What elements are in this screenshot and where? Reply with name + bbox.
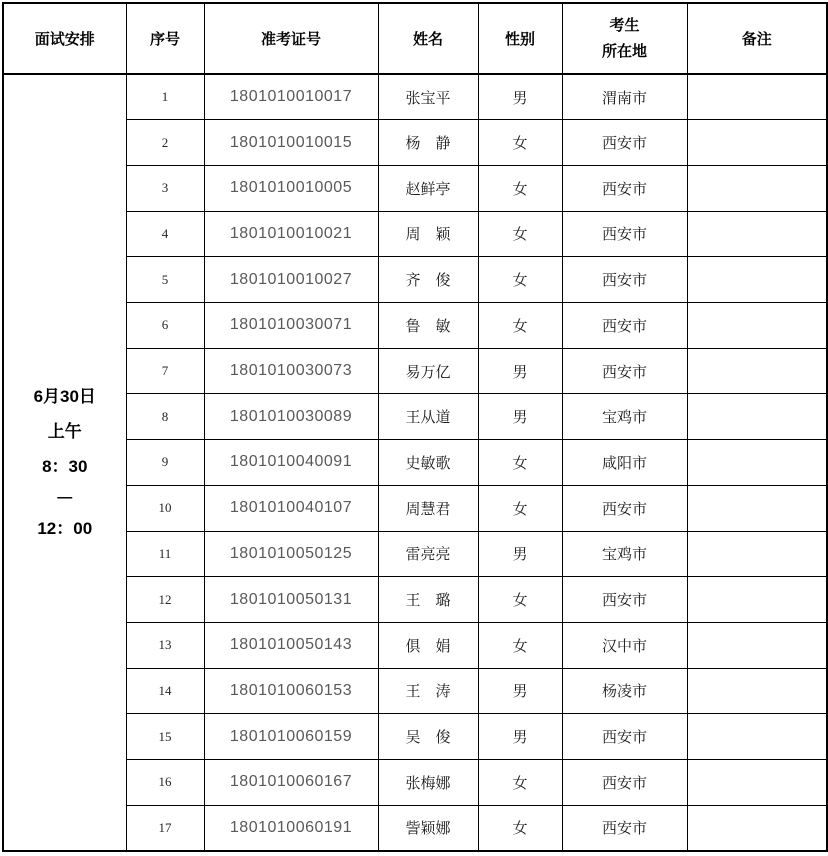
cell-no: 6 (126, 303, 204, 349)
cell-no: 8 (126, 394, 204, 440)
cell-name: 周 颖 (378, 211, 478, 257)
cell-gender: 女 (478, 805, 562, 851)
table-row (3, 760, 827, 806)
table-row (3, 303, 827, 349)
cell-gender: 男 (478, 394, 562, 440)
cell-city: 西安市 (562, 805, 687, 851)
cell-no: 13 (126, 622, 204, 668)
cell-city: 宝鸡市 (562, 531, 687, 577)
cell-no: 7 (126, 348, 204, 394)
cell-gender: 女 (478, 485, 562, 531)
cell-gender: 男 (478, 74, 562, 120)
header-location-line1: 考生 (609, 16, 640, 34)
cell-gender: 女 (478, 760, 562, 806)
table-row (3, 805, 827, 851)
cell-gender: 女 (478, 303, 562, 349)
cell-ticket: 1801010010005 (204, 165, 378, 211)
cell-remark (687, 348, 827, 394)
cell-no: 10 (126, 485, 204, 531)
cell-no: 16 (126, 760, 204, 806)
cell-city: 宝鸡市 (562, 394, 687, 440)
table-row (3, 74, 827, 120)
table-row (3, 348, 827, 394)
schedule-date: 6月30日 (33, 386, 96, 406)
cell-name: 张梅娜 (378, 760, 478, 806)
cell-gender: 女 (478, 622, 562, 668)
cell-city: 西安市 (562, 257, 687, 303)
table-row (3, 622, 827, 668)
cell-gender: 女 (478, 120, 562, 166)
table-row (3, 120, 827, 166)
header-location-line2: 所在地 (601, 42, 647, 60)
cell-no: 14 (126, 668, 204, 714)
header-ticket: 准考证号 (204, 3, 378, 74)
cell-name: 史敏歌 (378, 440, 478, 486)
cell-name: 俱 娟 (378, 622, 478, 668)
cell-name: 赵鲜亭 (378, 165, 478, 211)
cell-city: 西安市 (562, 120, 687, 166)
cell-no: 15 (126, 714, 204, 760)
cell-name: 王 涛 (378, 668, 478, 714)
cell-city: 西安市 (562, 760, 687, 806)
cell-name: 訾颖娜 (378, 805, 478, 851)
cell-city: 渭南市 (562, 74, 687, 120)
cell-no: 5 (126, 257, 204, 303)
cell-remark (687, 805, 827, 851)
cell-no: 17 (126, 805, 204, 851)
cell-ticket: 1801010040091 (204, 440, 378, 486)
cell-gender: 男 (478, 531, 562, 577)
cell-remark (687, 257, 827, 303)
table-row (3, 394, 827, 440)
schedule-cell (3, 74, 126, 851)
table-row (3, 577, 827, 623)
header-schedule: 面试安排 (3, 3, 126, 74)
cell-name: 易万亿 (378, 348, 478, 394)
cell-name: 王 璐 (378, 577, 478, 623)
header-remark: 备注 (687, 3, 827, 74)
cell-city: 西安市 (562, 714, 687, 760)
cell-remark (687, 668, 827, 714)
cell-remark (687, 120, 827, 166)
cell-ticket: 1801010050125 (204, 531, 378, 577)
cell-gender: 女 (478, 257, 562, 303)
cell-remark (687, 622, 827, 668)
cell-ticket: 1801010060153 (204, 668, 378, 714)
cell-city: 西安市 (562, 485, 687, 531)
table-body (3, 74, 827, 851)
cell-ticket: 1801010010015 (204, 120, 378, 166)
cell-ticket: 1801010060159 (204, 714, 378, 760)
cell-gender: 女 (478, 165, 562, 211)
cell-ticket: 1801010060167 (204, 760, 378, 806)
header-no: 序号 (126, 3, 204, 74)
table-row (3, 440, 827, 486)
cell-remark (687, 714, 827, 760)
table-row (3, 165, 827, 211)
cell-remark (687, 440, 827, 486)
cell-ticket: 1801010010017 (204, 74, 378, 120)
cell-name: 王从道 (378, 394, 478, 440)
table-row (3, 485, 827, 531)
cell-no: 11 (126, 531, 204, 577)
cell-city: 西安市 (562, 303, 687, 349)
table-row (3, 714, 827, 760)
cell-remark (687, 74, 827, 120)
cell-no: 1 (126, 74, 204, 120)
table-row (3, 211, 827, 257)
schedule-start-time: 8：30 (42, 456, 88, 476)
cell-gender: 男 (478, 348, 562, 394)
cell-ticket: 1801010010021 (204, 211, 378, 257)
cell-gender: 男 (478, 668, 562, 714)
cell-no: 4 (126, 211, 204, 257)
cell-city: 杨凌市 (562, 668, 687, 714)
cell-name: 鲁 敏 (378, 303, 478, 349)
cell-name: 张宝平 (378, 74, 478, 120)
header-row (3, 3, 827, 74)
cell-city: 西安市 (562, 211, 687, 257)
cell-remark (687, 485, 827, 531)
cell-gender: 女 (478, 211, 562, 257)
cell-gender: 男 (478, 714, 562, 760)
cell-remark (687, 394, 827, 440)
cell-ticket: 1801010030071 (204, 303, 378, 349)
cell-city: 西安市 (562, 165, 687, 211)
cell-city: 西安市 (562, 577, 687, 623)
cell-name: 雷亮亮 (378, 531, 478, 577)
cell-ticket: 1801010030089 (204, 394, 378, 440)
table-row (3, 531, 827, 577)
cell-no: 3 (126, 165, 204, 211)
schedule-dash: — (57, 488, 73, 506)
cell-gender: 女 (478, 440, 562, 486)
cell-remark (687, 760, 827, 806)
cell-name: 吴 俊 (378, 714, 478, 760)
cell-ticket: 1801010050131 (204, 577, 378, 623)
cell-ticket: 1801010030073 (204, 348, 378, 394)
table-row (3, 668, 827, 714)
cell-ticket: 1801010040107 (204, 485, 378, 531)
cell-remark (687, 211, 827, 257)
cell-name: 杨 静 (378, 120, 478, 166)
cell-remark (687, 165, 827, 211)
interview-schedule-table (2, 2, 828, 852)
cell-ticket: 1801010060191 (204, 805, 378, 851)
schedule-end-time: 12：00 (37, 518, 93, 538)
cell-no: 12 (126, 577, 204, 623)
cell-no: 2 (126, 120, 204, 166)
cell-remark (687, 303, 827, 349)
cell-gender: 女 (478, 577, 562, 623)
header-name: 姓名 (378, 3, 478, 74)
cell-city: 汉中市 (562, 622, 687, 668)
cell-remark (687, 531, 827, 577)
cell-remark (687, 577, 827, 623)
cell-city: 咸阳市 (562, 440, 687, 486)
cell-ticket: 1801010050143 (204, 622, 378, 668)
cell-city: 西安市 (562, 348, 687, 394)
cell-name: 周慧君 (378, 485, 478, 531)
header-location (562, 3, 687, 74)
cell-no: 9 (126, 440, 204, 486)
cell-name: 齐 俊 (378, 257, 478, 303)
table-row (3, 257, 827, 303)
cell-ticket: 1801010010027 (204, 257, 378, 303)
header-gender: 性别 (478, 3, 562, 74)
schedule-period: 上午 (47, 421, 82, 441)
